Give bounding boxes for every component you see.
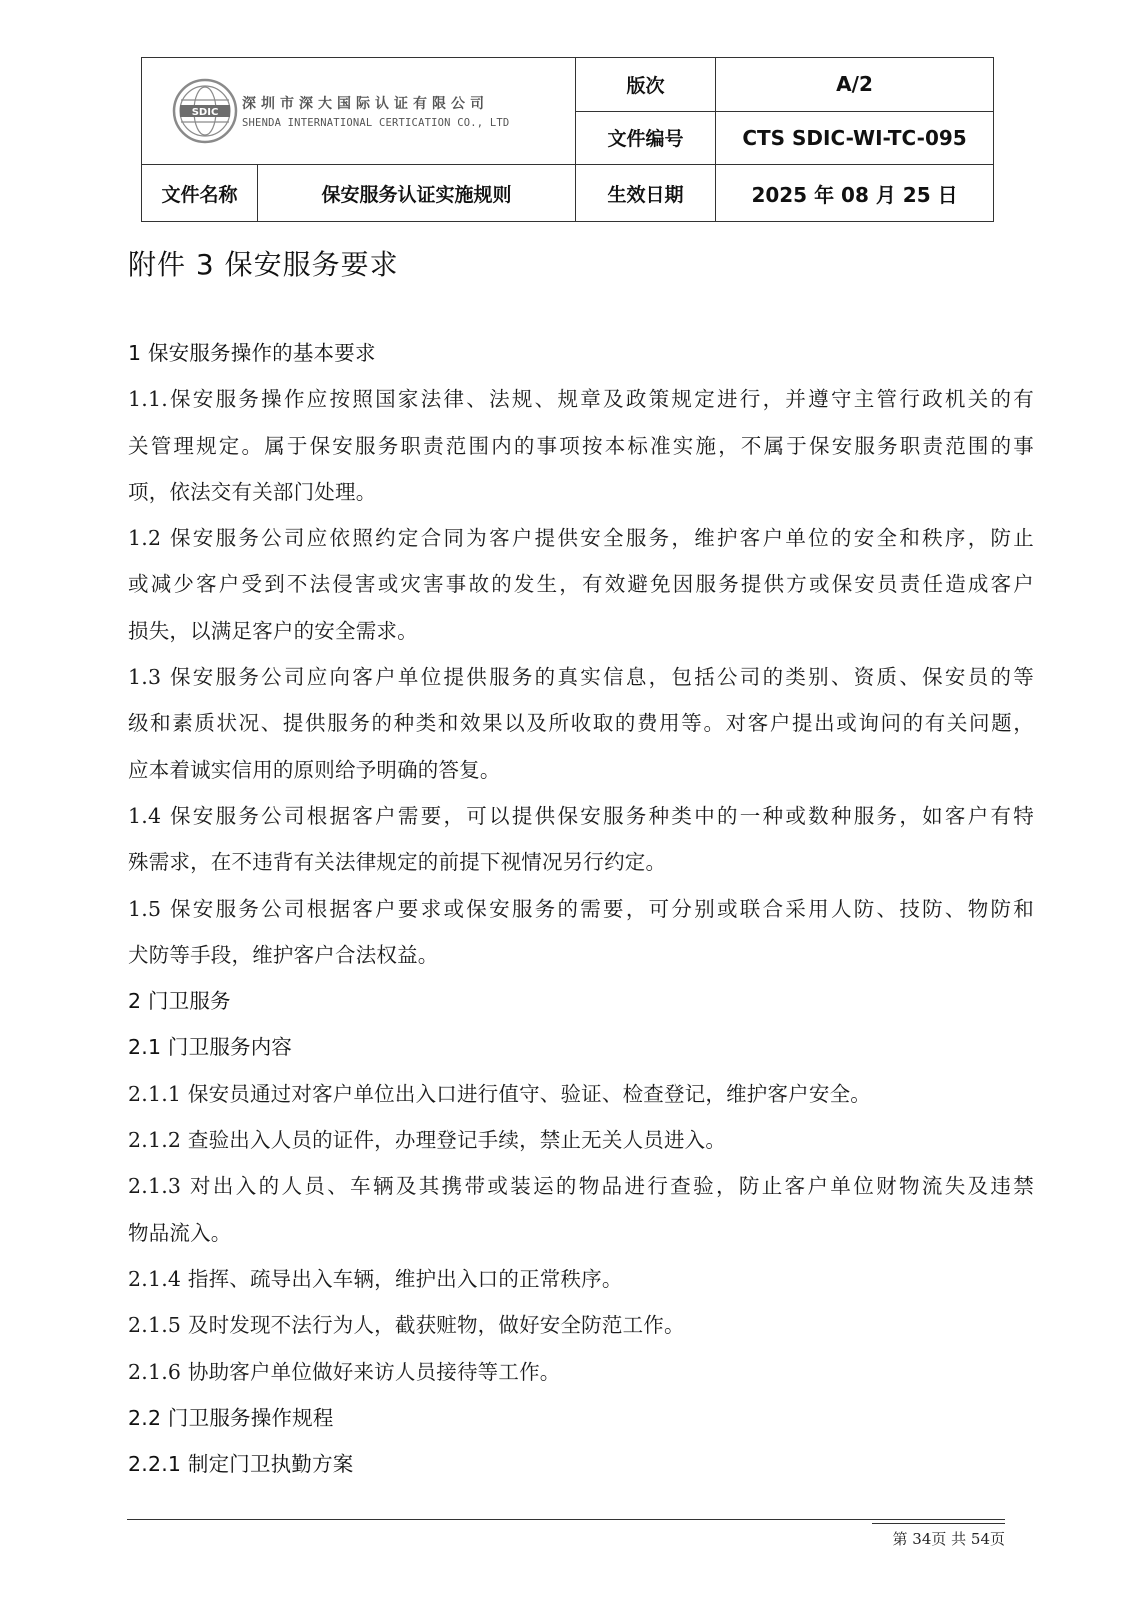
doc-name-value: 保安服务认证实施规则 [258,165,576,222]
document-body [128,330,1034,1487]
section-heading: 2.2 门卫服务操作规程 [128,1405,334,1430]
body-text-line: 1.2 保安服务公司应依照约定合同为客户提供安全服务，维护客户单位的安全和秩序，防止 [128,526,1034,551]
body-text-line: 2.1.6 协助客户单位做好来访人员接待等工作。 [128,1359,561,1384]
body-text-line: 1.1.保安服务操作应按照国家法律、法规、规章及政策规定进行，并遵守主管行政机关的有 [128,387,1034,412]
body-text-line: 关管理规定。属于保安服务职责范围内的事项按本标准实施，不属于保安服务职责范围的事 [128,433,1034,458]
section-heading: 2.1 门卫服务内容 [128,1035,293,1060]
body-text-line: 应本着诚实信用的原则给予明确的答复。 [128,757,501,782]
body-text-line: 2.1.2 查验出入人员的证件，办理登记手续，禁止无关人员进入。 [128,1128,727,1153]
body-text-line: 级和素质状况、提供服务的种类和效果以及所收取的费用等。对客户提出或询问的有关问题， [128,711,1034,736]
doc-number-value: CTS SDIC-WI-TC-095 [716,111,994,165]
company-logo-cell [142,58,576,165]
globe-logo-icon [172,78,238,144]
body-text-line: 1.4 保安服务公司根据客户需要，可以提供保安服务种类中的一种或数种服务，如客户有特 [128,803,1034,828]
body-text-line: 项，依法交有关部门处理。 [128,479,377,504]
body-text-line: 或减少客户受到不法侵害或灾害事故的发生，有效避免因服务提供方或保安员责任造成客户 [128,572,1034,597]
body-text-line: 1.3 保安服务公司应向客户单位提供服务的真实信息，包括公司的类别、资质、保安员的等 [128,665,1034,690]
body-text-line: 犬防等手段，维护客户合法权益。 [128,942,439,967]
body-text-line: 2.1.3 对出入的人员、车辆及其携带或装运的物品进行查验，防止客户单位财物流失及违禁 [128,1174,1034,1199]
company-name-cn: 深圳市深大国际认证有限公司 [242,96,489,113]
company-logo [142,58,575,164]
body-text-line: 2.1.4 指挥、疏导出入车辆，维护出入口的正常秩序。 [128,1266,623,1291]
body-text-line: 1.5 保安服务公司根据客户要求或保安服务的需要，可分别或联合采用人防、技防、物防和 [128,896,1034,921]
body-text-line: 2.1.5 及时发现不法行为人，截获赃物，做好安全防范工作。 [128,1313,685,1338]
section-heading: 2.2.1 制定门卫执勤方案 [128,1452,354,1477]
document-header-table [141,57,994,222]
page-title: 附件 3 保安服务要求 [128,248,399,281]
company-name-en: SHENDA INTERNATIONAL CERTICATION CO., LTD [242,117,510,130]
body-text-line: 损失，以满足客户的安全需求。 [128,618,418,643]
version-label: 版次 [576,58,716,112]
section-heading: 2 门卫服务 [128,989,231,1014]
body-text-line: 殊需求，在不违背有关法律规定的前提下视情况另行约定。 [128,850,667,875]
section-heading: 1 保安服务操作的基本要求 [128,341,376,365]
effective-date-value: 2025 年 08 月 25 日 [716,165,994,222]
body-text-line: 2.1.1 保安员通过对客户单位出入口进行值守、验证、检查登记，维护客户安全。 [128,1081,871,1106]
footer-divider-secondary [872,1523,1005,1524]
doc-name-label: 文件名称 [142,165,258,222]
doc-number-label: 文件编号 [576,111,716,165]
footer-divider [127,1519,1005,1520]
svg-text:SDIC: SDIC [191,107,219,119]
version-value: A/2 [716,58,994,112]
effective-date-label: 生效日期 [576,165,716,222]
body-text-line: 物品流入。 [128,1220,232,1245]
page-number: 第 34页 共 54页 [892,1530,1005,1548]
